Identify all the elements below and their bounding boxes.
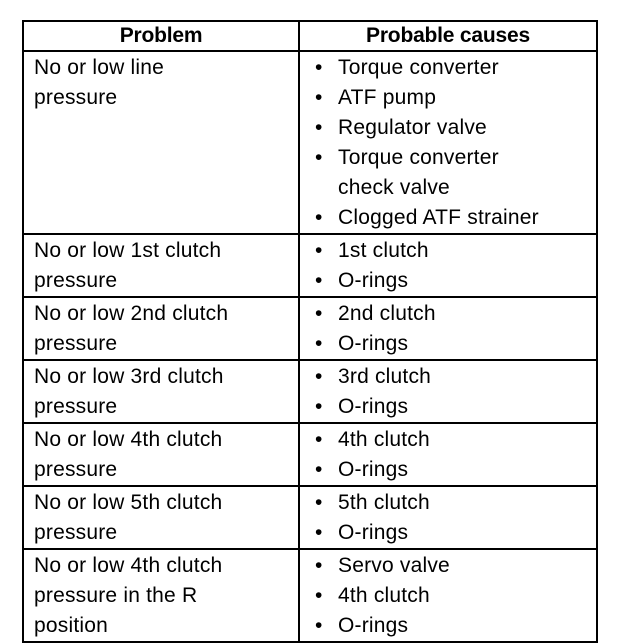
probable-causes-cell bbox=[299, 234, 597, 297]
table-body bbox=[23, 51, 597, 642]
cause-text-line: O-rings bbox=[338, 614, 409, 637]
cause-text-line: Torque converter bbox=[338, 146, 499, 169]
problem-text-line: pressure bbox=[34, 521, 118, 544]
cause-text-line: 4th clutch bbox=[338, 584, 430, 607]
cause-list-item bbox=[312, 518, 592, 548]
cause-text-line: O-rings bbox=[338, 332, 409, 355]
cause-text-line: 5th clutch bbox=[338, 491, 430, 514]
cause-list-item bbox=[312, 83, 592, 113]
cause-list-item bbox=[312, 329, 592, 359]
cause-text-line: ATF pump bbox=[338, 86, 437, 109]
cause-list-item bbox=[312, 266, 592, 296]
causes-list bbox=[312, 425, 592, 485]
probable-causes-cell bbox=[299, 51, 597, 234]
probable-causes-cell bbox=[299, 297, 597, 360]
problem-cell bbox=[23, 234, 299, 297]
problem-text-line: No or low 4th clutch bbox=[34, 554, 223, 577]
table-header bbox=[23, 21, 597, 51]
probable-causes-cell bbox=[299, 486, 597, 549]
cause-list-item bbox=[312, 425, 592, 455]
cause-list-item bbox=[312, 236, 592, 266]
cause-list-item bbox=[312, 203, 592, 233]
problem-text-line: No or low 5th clutch bbox=[34, 491, 223, 514]
cause-list-item bbox=[312, 488, 592, 518]
causes-list bbox=[312, 488, 592, 548]
bullet-icon: • bbox=[315, 491, 323, 514]
table-row bbox=[23, 549, 597, 642]
cause-list-item bbox=[312, 392, 592, 422]
probable-causes-cell bbox=[299, 549, 597, 642]
bullet-icon: • bbox=[315, 116, 323, 139]
bullet-icon: • bbox=[315, 239, 323, 262]
bullet-icon: • bbox=[315, 302, 323, 325]
cause-text-line: Servo valve bbox=[338, 554, 450, 577]
problem-text-line: pressure bbox=[34, 269, 118, 292]
problem-text-line: pressure bbox=[34, 86, 118, 109]
cause-text-line: O-rings bbox=[338, 395, 409, 418]
cause-list-item bbox=[312, 113, 592, 143]
cause-text-line: O-rings bbox=[338, 458, 409, 481]
troubleshooting-table bbox=[22, 20, 598, 643]
problem-text-line: pressure bbox=[34, 395, 118, 418]
problem-cell bbox=[23, 51, 299, 234]
header-probable-causes: Probable causes bbox=[299, 21, 597, 51]
table-row bbox=[23, 234, 597, 297]
cause-list-item bbox=[312, 551, 592, 581]
causes-list bbox=[312, 299, 592, 359]
table-row bbox=[23, 297, 597, 360]
cause-text-line: check valve bbox=[338, 176, 450, 199]
bullet-icon: • bbox=[315, 428, 323, 451]
problem-text-line: pressure in the R bbox=[34, 584, 198, 607]
cause-list-item bbox=[312, 455, 592, 485]
cause-text-line: 2nd clutch bbox=[338, 302, 436, 325]
causes-list bbox=[312, 362, 592, 422]
cause-list-item bbox=[312, 611, 592, 641]
cause-text-line: Regulator valve bbox=[338, 116, 487, 139]
probable-causes-cell bbox=[299, 423, 597, 486]
bullet-icon: • bbox=[315, 86, 323, 109]
cause-text-line: 4th clutch bbox=[338, 428, 430, 451]
causes-list bbox=[312, 236, 592, 296]
table-row bbox=[23, 51, 597, 234]
cause-text-line: O-rings bbox=[338, 269, 409, 292]
bullet-icon: • bbox=[315, 56, 323, 79]
cause-list-item bbox=[312, 581, 592, 611]
cause-text-line: O-rings bbox=[338, 521, 409, 544]
cause-list-item bbox=[312, 362, 592, 392]
cause-text-line: Torque converter bbox=[338, 56, 499, 79]
problem-cell bbox=[23, 486, 299, 549]
probable-causes-cell bbox=[299, 360, 597, 423]
cause-text-line: 3rd clutch bbox=[338, 365, 432, 388]
table-row bbox=[23, 486, 597, 549]
bullet-icon: • bbox=[315, 521, 323, 544]
table-row bbox=[23, 360, 597, 423]
problem-text-line: No or low line bbox=[34, 56, 165, 79]
cause-text-line: Clogged ATF strainer bbox=[338, 206, 539, 229]
problem-text-line: pressure bbox=[34, 458, 118, 481]
problem-text-line: No or low 1st clutch bbox=[34, 239, 222, 262]
cause-list-item bbox=[312, 53, 592, 83]
header-row bbox=[23, 21, 597, 51]
bullet-icon: • bbox=[315, 365, 323, 388]
problem-text-line: position bbox=[34, 614, 108, 637]
bullet-icon: • bbox=[315, 146, 323, 169]
cause-list-item bbox=[312, 143, 592, 203]
causes-list bbox=[312, 551, 592, 641]
header-problem: Problem bbox=[23, 21, 299, 51]
cause-list-item bbox=[312, 299, 592, 329]
problem-cell bbox=[23, 423, 299, 486]
causes-list bbox=[312, 53, 592, 233]
problem-text-line: No or low 4th clutch bbox=[34, 428, 223, 451]
troubleshooting-table-container bbox=[22, 20, 596, 643]
problem-cell bbox=[23, 360, 299, 423]
cause-text-line: 1st clutch bbox=[338, 239, 429, 262]
problem-text-line: No or low 2nd clutch bbox=[34, 302, 229, 325]
bullet-icon: • bbox=[315, 206, 323, 229]
bullet-icon: • bbox=[315, 458, 323, 481]
bullet-icon: • bbox=[315, 332, 323, 355]
bullet-icon: • bbox=[315, 269, 323, 292]
bullet-icon: • bbox=[315, 584, 323, 607]
table-row bbox=[23, 423, 597, 486]
bullet-icon: • bbox=[315, 395, 323, 418]
problem-text-line: No or low 3rd clutch bbox=[34, 365, 224, 388]
bullet-icon: • bbox=[315, 614, 323, 637]
problem-cell bbox=[23, 297, 299, 360]
problem-text-line: pressure bbox=[34, 332, 118, 355]
problem-cell bbox=[23, 549, 299, 642]
bullet-icon: • bbox=[315, 554, 323, 577]
